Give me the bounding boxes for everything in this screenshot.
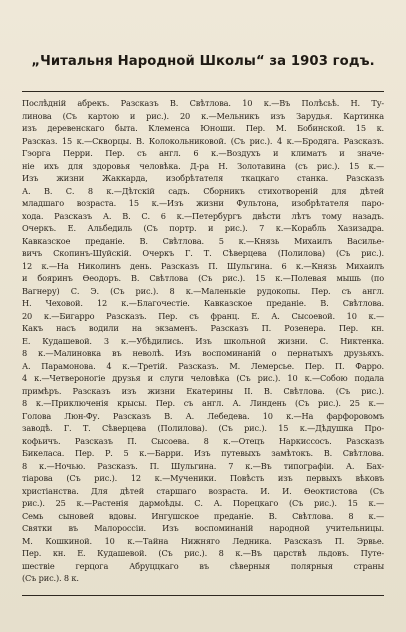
text-line: Очеркъ. Е. Альбедиль (Съ портр. и рис.). 7 к.—Корабль Хазизадра.	[22, 223, 384, 233]
text-line: Святки въ Малороссіи. Изъ воспоминаній народной учительницы.	[22, 523, 384, 533]
text-line: 8 к.—Приключенія крысы. Пер. съ англ. А. Линдень (Съ рис.). 25 к.—	[22, 398, 384, 408]
text-line: кофьичъ. Разсказъ П. Сысоева. 8 к.—Отецъ Наркиссосъ. Разсказъ	[22, 435, 384, 446]
text-line: линова (Съ картою и рис.). 20 к.—Мельникъ изъ Зарудья. Картинка	[22, 110, 384, 121]
text-line: А. Парамонова. 4 к.—Третій. Разсказъ. М. Лемерсье. Пер. П. Фарро.	[22, 360, 384, 371]
text-line: Какъ насъ водили на экзаменъ. Разсказъ П. Розенера. Пер. кн.	[22, 323, 384, 333]
text-line: Бикеласа. Пер. Р. 5 к.—Барри. Изъ путевыхъ замѣтокъ. В. Свѣтлова.	[22, 448, 384, 458]
text-line: и бояринъ Ѳеодоръ. В. Свѣтлова (Съ рис.). 15 к.—Полевая мышь (по	[22, 273, 384, 283]
text-line: (Съ рис.). 8 к.	[22, 573, 79, 583]
text-line: вичъ Скопинъ-Шуйскій. Очеркъ Г. Т. Сѣверцева (Полилова) (Съ рис.).	[22, 248, 384, 258]
text-line: хода. Разсказъ А. В. С. 6 к.—Петербургъ двѣсти лѣтъ тому назадъ.	[22, 210, 384, 221]
text-line: примѣръ. Разсказъ изъ жизни Екатерины II. В. Свѣтлова. (Съ рис.).	[22, 385, 384, 396]
text-line: шествіе герцога Абруццкаго въ сѣверныя полярныя страны	[22, 560, 384, 571]
text-line: 8 к.—Ночью. Разсказъ. П. Шульгина. 7 к.—Въ типографіи. А. Бах-	[22, 460, 384, 471]
text-line: заводѣ. Г. Т. Сѣверцева (Полилова). (Съ рис.). 15 к.—Дѣдушка Про-	[22, 423, 384, 433]
text-line: 12 к.—На Николинъ день. Разсказъ П. Шульгина. 6 к.—Князь Михаилъ	[22, 260, 384, 271]
bottom-rule	[22, 595, 384, 596]
text-line: Н. Чеховой. 12 к.—Благочестіе. Кавказское преданіе. В. Свѣтлова.	[22, 298, 384, 308]
text-line: тіарова (Съ рис.). 12 к.—Мученики. Повѣсть изъ первыхъ вѣковъ	[22, 473, 384, 483]
text-line: Пер. кн. Е. Кудашевой. (Съ рис.). 8 к.—Въ царствѣ льдовъ. Путе-	[22, 548, 384, 558]
text-line: Гэорга Перри. Пер. съ англ. 6 к.—Воздухъ и климатъ и значе-	[22, 148, 384, 158]
text-line: Семь сыновей вдовы. Ингушское преданіе. В. Свѣтлова. 8 к.—	[22, 510, 384, 521]
text-line: Изъ жизни Жаккарда, изобрѣтателя ткацкаго станка. Разсказъ	[22, 173, 384, 183]
text-line: 4 к.—Четвероногіе друзья и слуги человѣка (Съ рис.). 10 к.—Собою подала	[22, 373, 384, 383]
text-line: Разсказ. 15 к.—Скворцы. В. Колокольниковой. (Съ рис.). 4 к.—Бродяга. Разсказъ.	[22, 135, 384, 146]
text-line: 8 к.—Малиновка въ неволѣ. Изъ воспоминаній о пернатыхъ друзьяхъ.	[22, 348, 384, 358]
text-line: М. Кошкиной. 10 к.—Тайна Нижняго Ледника. Разсказъ П. Эрвье.	[22, 535, 384, 546]
text-line: младшаго возраста. 15 к.—Изъ жизни Фультона, изобрѣтателя паро-	[22, 198, 384, 208]
catalog-text	[22, 97, 384, 585]
text-line: христіанства. Для дѣтей старшаго возраста. И. И. Ѳеоктистова (Съ	[22, 485, 384, 496]
text-line: 20 к.—Бигарро Разсказъ. Пер. съ франц. Е. А. Сысоевой. 10 к.—	[22, 310, 384, 321]
text-line: Е. Кудашевой. 3 к.—Убѣдились. Изъ школьной жизни. С. Никтенка.	[22, 335, 384, 346]
text-line: Голова Люн-Фу. Разсказъ В. А. Лебедева. 10 к.—На фарфоровомъ	[22, 410, 384, 421]
page-heading: „Читальня Народной Школы“ за 1903 годъ.	[31, 54, 375, 69]
text-line: А. В. С. 8 к.—Дѣтскій садъ. Сборникъ стихотвореній для дѣтей	[22, 185, 384, 196]
text-line: Послѣдній абрекъ. Разсказъ В. Свѣтлова. 10 к.—Въ Полѣсьѣ. Н. Ту-	[22, 98, 384, 108]
text-line: изъ деревенскаго быта. Клеменса Юноши. Пер. М. Бобинской. 15 к.	[22, 123, 384, 133]
top-rule	[22, 91, 384, 92]
text-line: ніе ихъ для здоровья человѣка. Д-ра Н. Золотавина (съ рис.). 15 к.—	[22, 160, 384, 171]
text-line: Вагнеру) С. Э. (Съ рис.). 8 к.—Маленькіе рудокопы. Пер. съ англ.	[22, 285, 384, 296]
text-line: рис.). 25 к.—Растенія дармоѣды. С. А. Порецкаго (Съ рис.). 15 к.—	[22, 498, 384, 508]
text-line: Кавказское преданіе. В. Свѣтлова. 5 к.—Князь Михаилъ Василье-	[22, 235, 384, 246]
